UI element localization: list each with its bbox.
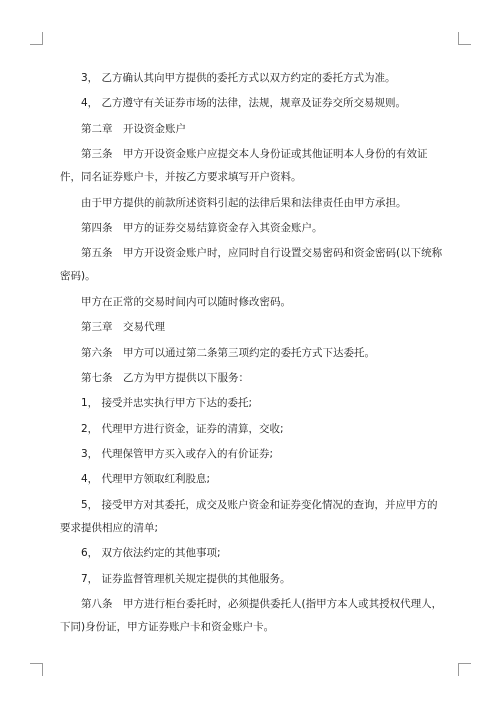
page-corner-mark-bottom-left bbox=[30, 663, 43, 676]
page-corner-mark-bottom-right bbox=[458, 663, 471, 676]
paragraph: 第七条 乙方为甲方提供以下服务： bbox=[81, 371, 249, 384]
chapter-heading: 第三章 交易代理 bbox=[81, 321, 165, 334]
list-item: 6， 双方依法约定的其他事项; bbox=[81, 547, 221, 560]
list-item: 7， 证券监督管理机关规定提供的其他服务。 bbox=[81, 572, 291, 585]
paragraph: 第八条 甲方进行柜台委托时，必须提供委托人(指甲方本人或其授权代理人，下同)身份证，甲方证券账户卡和资金账户卡。 bbox=[60, 598, 443, 634]
paragraph: 4， 乙方遵守有关证券市场的法律，法规，规章及证券交所交易规则。 bbox=[81, 97, 407, 110]
paragraph: 第三条 甲方开设资金账户应提交本人身份证或其他证明本人身份的有效证件，同名证券账户卡，并按乙方要求填写开户资料。 bbox=[60, 148, 428, 184]
list-item: 2， 代理甲方进行资金，证券的清算，交收; bbox=[81, 422, 284, 435]
paragraph: 第五条 甲方开设资金账户时，应同时自行设置交易密码和资金密码(以下统称密码)。 bbox=[60, 247, 443, 283]
list-item: 5， 接受甲方对其委托，成交及账户资金和证券变化情况的查询，并应甲方的要求提供相应的清单; bbox=[60, 498, 438, 534]
page-corner-mark-top-right bbox=[458, 32, 471, 45]
paragraph: 3， 乙方确认其向甲方提供的委托方式以双方约定的委托方式为准。 bbox=[81, 72, 396, 84]
paragraph: 第四条 甲方的证券交易结算资金存入其资金账户。 bbox=[81, 221, 323, 234]
paragraph: 由于甲方提供的前款所述资料引起的法律后果和法律责任由甲方承担。 bbox=[81, 196, 407, 209]
list-item: 3， 代理保管甲方买入或存入的有价证券; bbox=[81, 448, 274, 461]
paragraph: 第六条 甲方可以通过第二条第三项约定的委托方式下达委托。 bbox=[81, 346, 375, 359]
page-corner-mark-top-left bbox=[30, 32, 43, 45]
paragraph: 甲方在正常的交易时间内可以随时修改密码。 bbox=[81, 295, 291, 308]
list-item: 4， 代理甲方领取红利股息; bbox=[81, 473, 211, 486]
chapter-heading: 第二章 开设资金账户 bbox=[81, 122, 186, 135]
document-body bbox=[60, 67, 445, 641]
list-item: 1， 接受并忠实执行甲方下达的委托; bbox=[81, 397, 253, 410]
